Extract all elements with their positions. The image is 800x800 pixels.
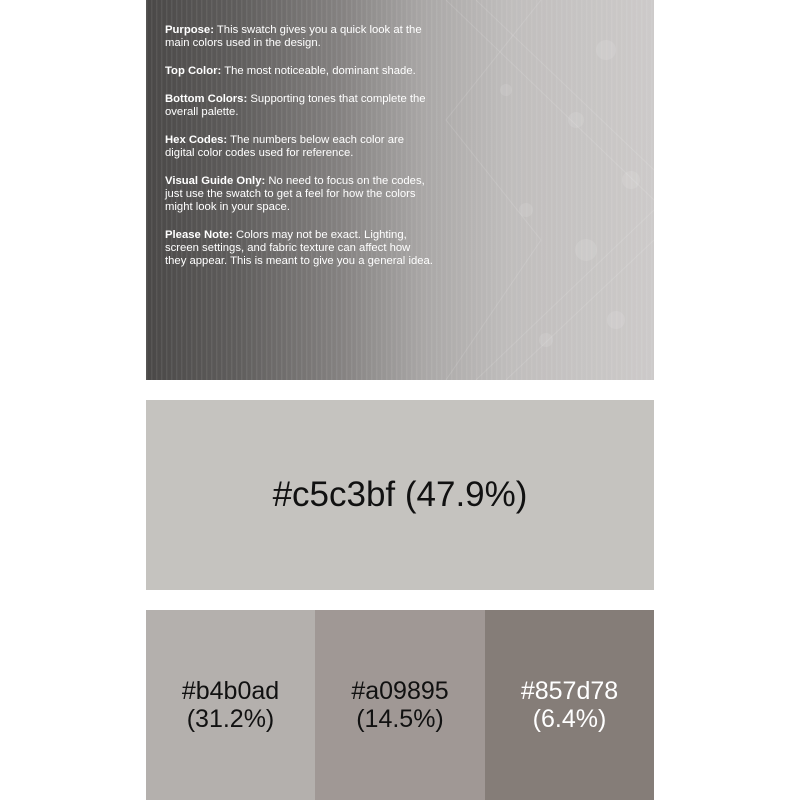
swatch-label (351, 677, 448, 733)
note-please-note: Please Note: Colors may not be exact. Lighting, screen settings, and fabric texture can affect how they appear. This is meant to give you a general idea. (165, 229, 433, 267)
bottom-color-swatch-2 (315, 610, 485, 800)
note-hex-codes: Hex Codes: The numbers below each color are digital color codes used for reference. (165, 134, 405, 159)
percentage: (31.2%) (186, 705, 275, 733)
percentage: (14.5%) (356, 705, 444, 733)
bottom-color-swatch-3 (485, 610, 654, 800)
note-purpose: Purpose: This swatch gives you a quick look at the main colors used in the design. (165, 24, 422, 49)
swatch-label (182, 677, 279, 733)
hex-code: #857d78 (520, 677, 619, 705)
swatch-notes (165, 24, 433, 283)
note-bottom-colors: Bottom Colors: Supporting tones that complete the overall palette. (165, 93, 426, 118)
swatch-label (521, 677, 618, 733)
percentage: (6.4%) (532, 705, 607, 733)
top-color-swatch (146, 400, 654, 590)
hex-code: #b4b0ad (181, 677, 280, 705)
hex-code: #a09895 (351, 677, 449, 705)
note-visual-guide: Visual Guide Only: No need to focus on the codes, just use the swatch to get a feel for how the colors might look in your space. (165, 175, 425, 213)
bottom-color-swatch-1 (146, 610, 315, 800)
note-top-color: Top Color: The most noticeable, dominant shade. (165, 65, 416, 77)
top-color-label: #c5c3bf (47.9%) (272, 475, 528, 514)
fabric-texture-panel (146, 0, 654, 380)
